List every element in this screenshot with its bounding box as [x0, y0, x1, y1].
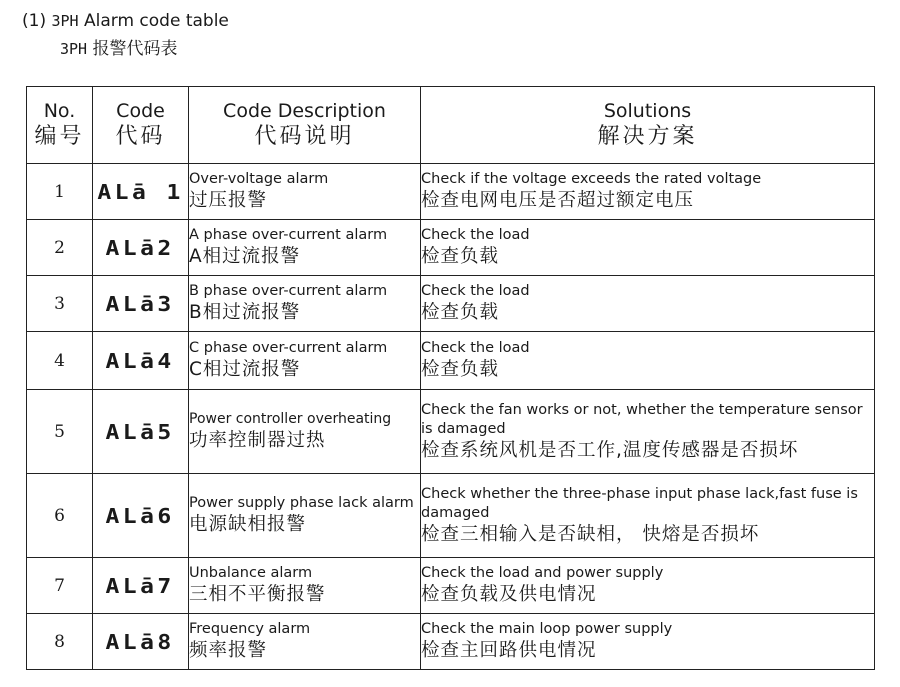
- header-desc-en: Code Description: [223, 100, 386, 122]
- description-cn: B相过流报警: [189, 302, 301, 323]
- alarm-code-display: ALā6: [105, 503, 176, 528]
- table-title-cn: [60, 38, 178, 60]
- code-description: [189, 558, 421, 614]
- solution-en: Check the load: [421, 340, 530, 356]
- table-row: [27, 390, 875, 474]
- description-en: Over-voltage alarm: [189, 171, 329, 187]
- header-no-cn: 编号: [34, 124, 85, 149]
- solution: [421, 276, 875, 332]
- solution-cn: 检查系统风机是否工作,温度传感器是否损坏: [421, 439, 799, 461]
- row-number: 3: [27, 276, 93, 332]
- solution-cn: 检查主回路供电情况: [421, 640, 597, 661]
- title-prefix: 3PH: [51, 12, 79, 30]
- alarm-code-display: ALā5: [105, 419, 176, 444]
- row-number: 1: [27, 164, 93, 220]
- title-cn-prefix: 3PH: [60, 40, 88, 58]
- code-description: [189, 614, 421, 670]
- alarm-code-display: ALā7: [105, 573, 176, 598]
- description-en: Unbalance alarm: [189, 565, 313, 581]
- solution: [421, 332, 875, 390]
- description-cn: A相过流报警: [189, 246, 301, 267]
- header-no-en: No.: [43, 100, 76, 122]
- alarm-code: [93, 390, 189, 474]
- description-cn: 过压报警: [189, 190, 268, 211]
- solution-en: Check the load: [421, 283, 530, 299]
- description-cn: C相过流报警: [189, 359, 301, 380]
- solution-cn: 检查负载: [421, 359, 500, 380]
- solution-en: Check the fan works or not, whether the temperature sensor is damaged: [421, 401, 863, 437]
- solution: [421, 390, 875, 474]
- code-description: [189, 220, 421, 276]
- alarm-code-display: ALā3: [105, 291, 176, 316]
- description-en: B phase over-current alarm: [189, 283, 388, 299]
- description-en: C phase over-current alarm: [189, 340, 388, 356]
- solution: [421, 164, 875, 220]
- alarm-code-table: [26, 86, 875, 670]
- row-number: 2: [27, 220, 93, 276]
- title-en: Alarm code table: [84, 11, 229, 31]
- alarm-code: [93, 558, 189, 614]
- code-description: [189, 390, 421, 474]
- row-number: 7: [27, 558, 93, 614]
- alarm-code: [93, 614, 189, 670]
- alarm-code: [93, 332, 189, 390]
- solution: [421, 474, 875, 558]
- solution-en: Check the load: [421, 227, 530, 243]
- solution-cn: 检查负载: [421, 246, 500, 267]
- description-en: A phase over-current alarm: [189, 227, 388, 243]
- row-number: 5: [27, 390, 93, 474]
- table-title: [22, 10, 229, 32]
- row-number: 4: [27, 332, 93, 390]
- code-description: [189, 164, 421, 220]
- solution-cn: 检查负载: [421, 302, 500, 323]
- solution: [421, 614, 875, 670]
- table-row: [27, 474, 875, 558]
- solution-en: Check if the voltage exceeds the rated voltage: [421, 171, 762, 187]
- table-row: [27, 614, 875, 670]
- solution: [421, 558, 875, 614]
- header-desc: [189, 87, 421, 164]
- solution-cn: 检查电网电压是否超过额定电压: [421, 190, 695, 211]
- description-en: Frequency alarm: [189, 621, 311, 637]
- header-desc-cn: 代码说明: [254, 124, 355, 149]
- alarm-code-display: ALā2: [105, 235, 176, 260]
- alarm-code: [93, 164, 189, 220]
- solution-en: Check the load and power supply: [421, 565, 664, 581]
- row-number: 6: [27, 474, 93, 558]
- table-row: [27, 276, 875, 332]
- solution-cn: 检查负载及供电情况: [421, 584, 597, 605]
- description-cn: 三相不平衡报警: [189, 584, 326, 605]
- alarm-code-display: ALā 1: [97, 179, 184, 204]
- description-cn: 功率控制器过热: [189, 430, 326, 451]
- title-cn: 报警代码表: [92, 39, 178, 59]
- code-description: [189, 332, 421, 390]
- alarm-code-display: ALā8: [105, 629, 176, 654]
- code-description: [189, 474, 421, 558]
- description-cn: 电源缺相报警: [189, 514, 307, 535]
- table-row: [27, 164, 875, 220]
- alarm-code: [93, 276, 189, 332]
- header-solutions: [421, 87, 875, 164]
- header-sol-cn: 解决方案: [597, 124, 698, 149]
- solution: [421, 220, 875, 276]
- row-number: 8: [27, 614, 93, 670]
- solution-en: Check the main loop power supply: [421, 621, 673, 637]
- description-en: Power supply phase lack alarm: [189, 495, 414, 511]
- alarm-code: [93, 220, 189, 276]
- solution-cn: 检查三相输入是否缺相， 快熔是否损坏: [421, 523, 760, 545]
- section-index: (1): [22, 11, 47, 31]
- description-en: Power controller overheating: [189, 411, 392, 427]
- description-cn: 频率报警: [189, 640, 268, 661]
- header-code: [93, 87, 189, 164]
- table-row: [27, 332, 875, 390]
- alarm-code: [93, 474, 189, 558]
- table-row: [27, 220, 875, 276]
- code-description: [189, 276, 421, 332]
- header-no: [27, 87, 93, 164]
- header-row: [27, 87, 875, 164]
- solution-en: Check whether the three-phase input phase lack,fast fuse is damaged: [421, 485, 858, 521]
- header-sol-en: Solutions: [603, 100, 692, 122]
- alarm-code-display: ALā4: [105, 348, 176, 373]
- header-code-cn: 代码: [115, 124, 166, 149]
- table-row: [27, 558, 875, 614]
- header-code-en: Code: [116, 100, 165, 122]
